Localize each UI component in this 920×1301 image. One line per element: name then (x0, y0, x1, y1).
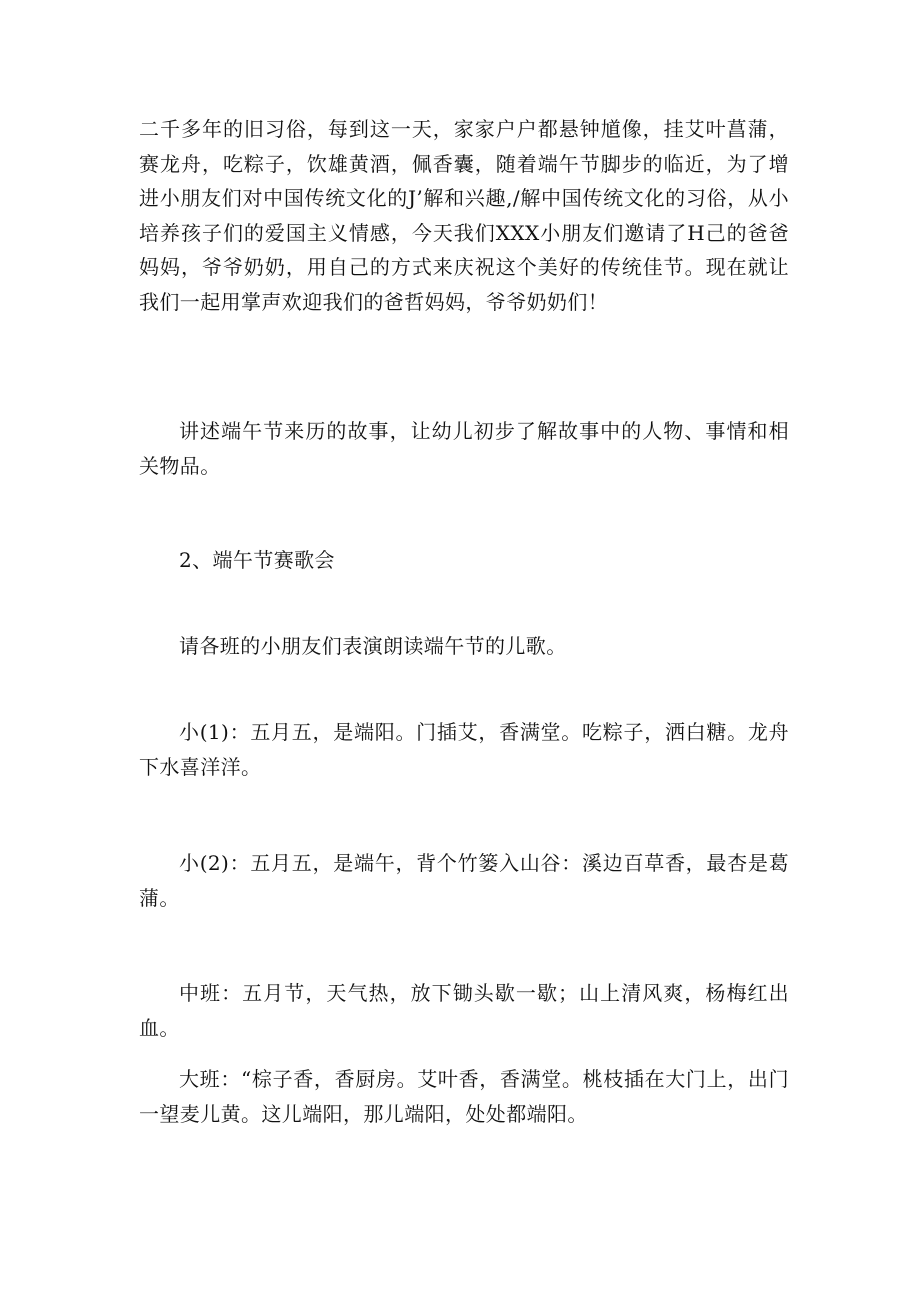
paragraph-small-class-1: 小(1)：五月五，是端阳。门插艾，香满堂。吃粽子，洒白糖。龙舟下水喜洋洋。 (139, 720, 789, 779)
paragraph-big-class: 大班：“棕子香，香厨房。艾叶香，香满堂。桃枝插在大门上，出门一望麦儿黄。这儿端阳，那儿端阳，处处都端阳。 (139, 1067, 789, 1126)
paragraph-story: 讲述端午节来历的故事，让幼儿初步了解故事中的人物、事情和相关物品。 (139, 419, 789, 478)
paragraph-small-class-2: 小(2)：五月五，是端午，背个竹篓入山谷：溪边百草香，最杏是葛蒲。 (139, 851, 789, 910)
paragraph-intro: 二千多年的旧习俗，每到这一天，家家户户都悬钟馗像，挂艾叶菖蒲，赛龙舟，吃粽子，饮雄黄酒，佩香囊，随着端午节脚步的临近，为了增进小朋友们对中国传统文化的J’解和兴趣,/解中国传统文化的习俗，从小培养孩子们的爱国主义情感，今天我们XXX小朋友们邀请了H己的爸爸妈妈，爷爷奶奶，用自己的方式来庆祝这个美好的传统佳节。现在就让我们一起用掌声欢迎我们的爸哲妈妈，爷爷奶奶们！ (139, 117, 789, 314)
section-heading-song-contest: 2、端午节赛歌会 (179, 548, 335, 572)
paragraph-instructions: 请各班的小朋友们表演朗读端午节的儿歌。 (179, 634, 567, 658)
paragraph-middle-class: 中班：五月节，天气热，放下锄头歇一歇；山上清风爽，杨梅红出血。 (139, 981, 789, 1040)
